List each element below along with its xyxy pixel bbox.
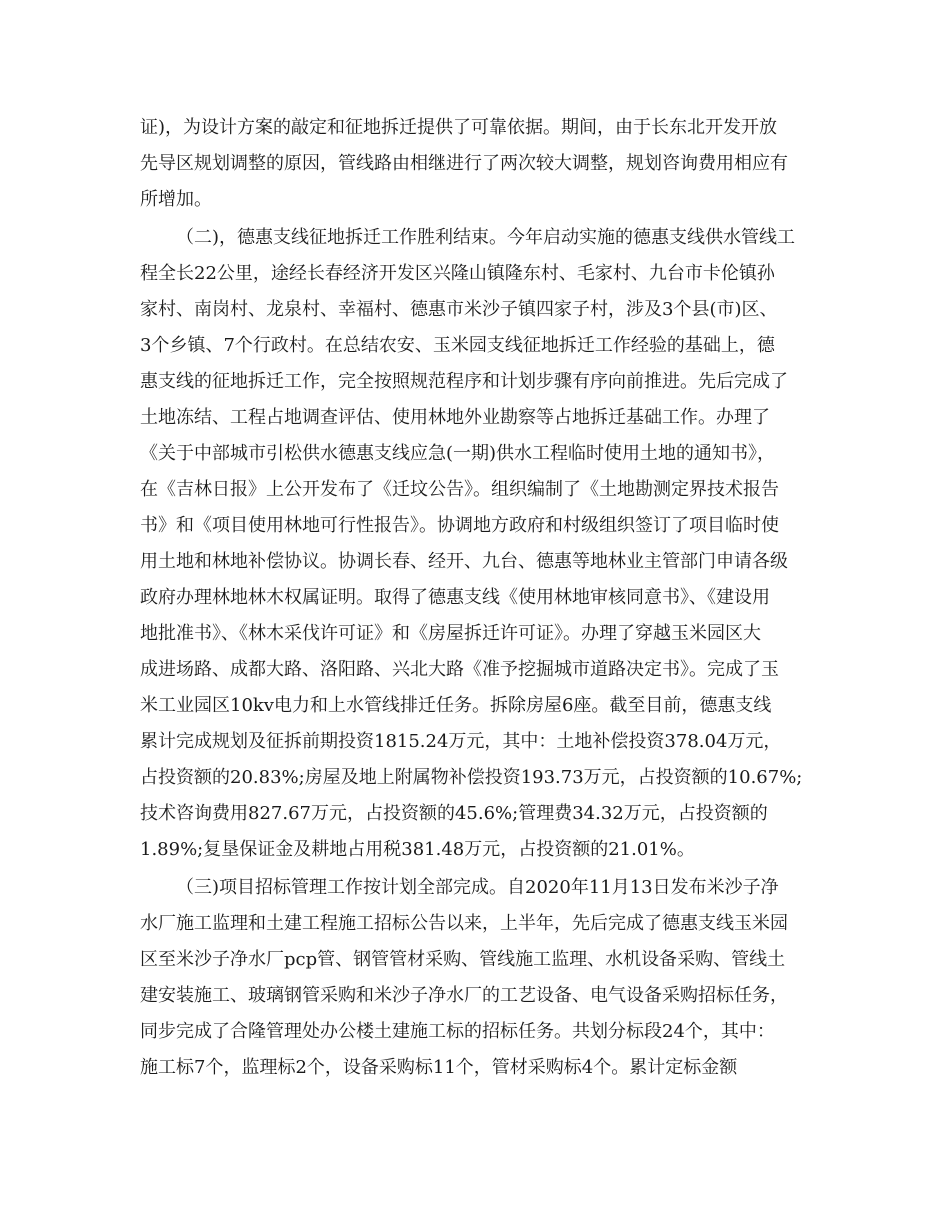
text-line: 占投资额的20.83%;房屋及地上附属物补偿投资193.73万元，占投资额的10.67%; <box>140 767 803 788</box>
text-line: 所增加。 <box>140 189 212 210</box>
text-line: 米工业园区10kv电力和上水管线排迁任务。拆除房屋6座。截至目前，德惠支线 <box>140 695 772 716</box>
text-line: 地批准书》、《林木采伐许可证》和《房屋拆迁许可证》。办理了穿越玉米园区大 <box>140 623 761 644</box>
text-line: 政府办理林地林木权属证明。取得了德惠支线《使用林地审核同意书》、《建设用 <box>140 587 770 608</box>
section-3-first-line: （三)项目招标管理工作按计划全部完成。自2020年11月13日发布米沙子净 <box>176 877 779 898</box>
text-line: 程全长22公里，途经长春经济开发区兴隆山镇隆东村、毛家村、九台市卡伦镇孙 <box>140 263 775 284</box>
text-line: 证)，为设计方案的敲定和征地拆迁提供了可靠依据。期间，由于长东北开发开放 <box>140 117 778 138</box>
text-line: 3个乡镇、7个行政村。在总结农安、玉米园支线征地拆迁工作经验的基础上，德 <box>140 335 775 356</box>
text-line: 土地冻结、工程占地调查评估、使用林地外业勘察等占地拆迁基础工作。办理了 <box>140 407 770 428</box>
text-line: 施工标7个，监理标2个，设备采购标11个，管材采购标4个。累计定标金额 <box>140 1057 738 1078</box>
text-line: 区至米沙子净水厂pcp管、钢管管材采购、管线施工监理、水机设备采购、管线土 <box>140 949 786 970</box>
text-line: 水厂施工监理和土建工程施工招标公告以来，上半年，先后完成了德惠支线玉米园 <box>140 913 788 934</box>
text-line: 书》和《项目使用林地可行性报告》。协调地方政府和村级组织签订了项目临时使 <box>140 515 779 536</box>
text-line: 《关于中部城市引松供水德惠支线应急(一期)供水工程临时使用土地的通知书》， <box>140 443 776 464</box>
text-line: 家村、南岗村、龙泉村、幸福村、德惠市米沙子镇四家子村，涉及3个县(市)区、 <box>140 299 778 320</box>
text-line: 建安装施工、玻璃钢管采购和米沙子净水厂的工艺设备、电气设备采购招标任务， <box>140 985 788 1006</box>
text-line: 技术咨询费用827.67万元，占投资额的45.6%;管理费34.32万元，占投资额的 <box>140 803 768 824</box>
text-line: 成进场路、成都大路、洛阳路、兴北大路《准予挖掘城市道路决定书》。完成了玉 <box>140 659 779 680</box>
text-line: 同步完成了合隆管理处办公楼土建施工标的招标任务。共划分标段24个，其中： <box>140 1021 775 1042</box>
section-2-first-line: （二)，德惠支线征地拆迁工作胜利结束。今年启动实施的德惠支线供水管线工 <box>176 227 796 248</box>
text-line: 用土地和林地补偿协议。协调长春、经开、九台、德惠等地林业主管部门申请各级 <box>140 551 788 572</box>
text-line: 1.89%;复垦保证金及耕地占用税381.48万元，占投资额的21.01%。 <box>140 839 695 860</box>
text-line: 惠支线的征地拆迁工作，完全按照规范程序和计划步骤有序向前推进。先后完成了 <box>140 371 788 392</box>
text-line: 累计完成规划及征拆前期投资1815.24万元，其中：土地补偿投资378.04万元， <box>140 731 782 752</box>
text-line: 在《吉林日报》上公开发布了《迁坟公告》。组织编制了《土地勘测定界技术报告 <box>140 479 779 500</box>
text-line: 先导区规划调整的原因，管线路由相继进行了两次较大调整，规划咨询费用相应有 <box>140 153 788 174</box>
